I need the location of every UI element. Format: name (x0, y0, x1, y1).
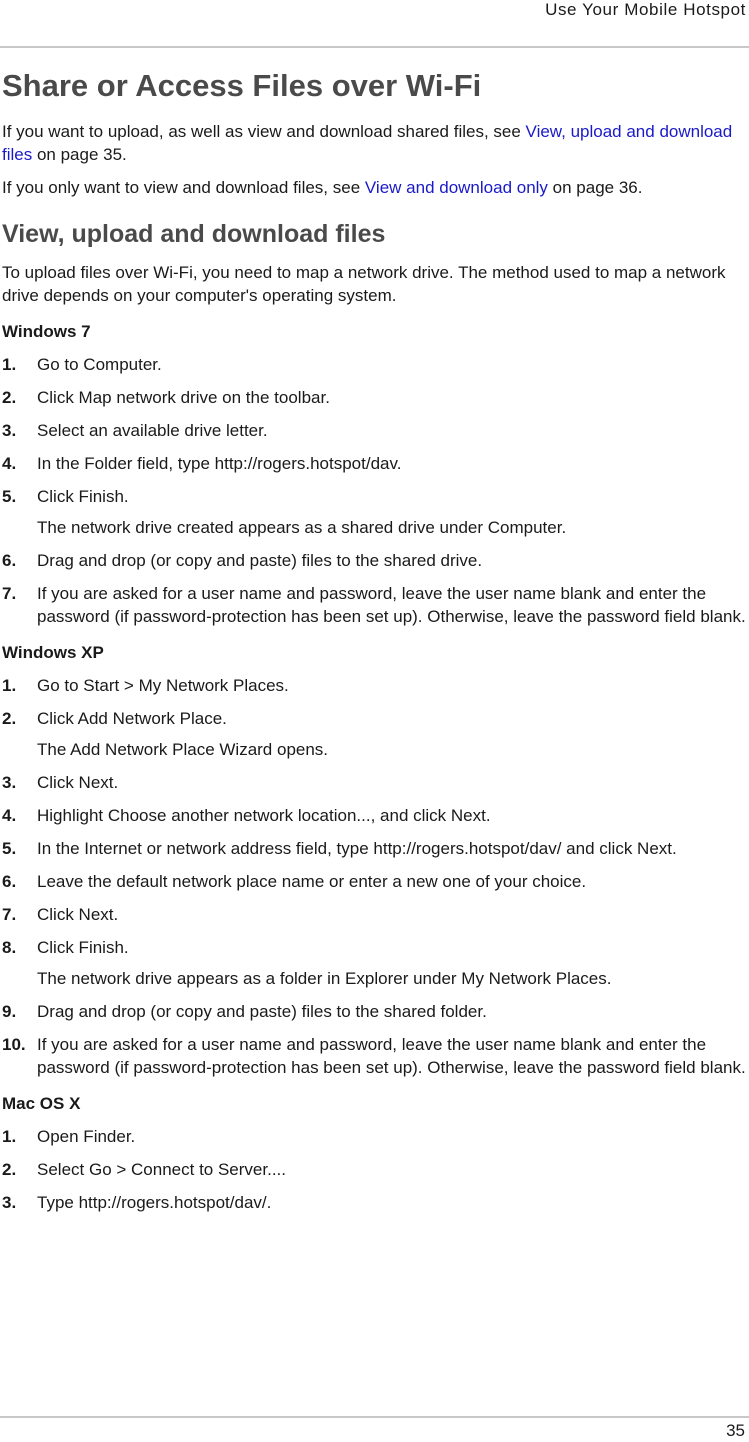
step-text: Leave the default network place name or enter a new one of your choice. (37, 871, 587, 891)
step-number: 4. (2, 453, 17, 473)
step-item (2, 1158, 747, 1181)
step-number: 3. (2, 420, 17, 440)
step-text: Click Next. (37, 904, 119, 924)
paragraph-text: on page 36. (547, 177, 643, 197)
upload-intro-paragraph (2, 120, 747, 166)
step-text: Click Map network drive on the toolbar. (37, 387, 330, 407)
step-number: 1. (2, 675, 17, 695)
step-number: 6. (2, 550, 17, 570)
step-text: Click Finish. (37, 486, 129, 506)
running-head: Use Your Mobile Hotspot (545, 0, 746, 19)
windows7-steps (2, 353, 747, 628)
step-number: 3. (2, 1192, 17, 1212)
step-item (2, 485, 747, 508)
step-note: The network drive appears as a folder in Explorer under My Network Places. (37, 968, 612, 988)
view-download-only-link[interactable]: View and download only (364, 177, 548, 197)
section-title: Share or Access Files over Wi-Fi (2, 68, 482, 103)
step-number: 6. (2, 871, 17, 891)
step-text: Highlight Choose another network location..., and click Next. (37, 805, 491, 825)
step-item (2, 419, 747, 442)
step-item (2, 936, 747, 959)
step-number: 2. (2, 387, 17, 407)
step-number: 4. (2, 805, 17, 825)
step-item (2, 707, 747, 730)
step-text: Go to Start > My Network Places. (37, 675, 289, 695)
step-item (2, 1191, 747, 1214)
windowsxp-steps (2, 674, 747, 1079)
step-item (2, 804, 747, 827)
step-item (2, 674, 747, 697)
step-number: 5. (2, 486, 17, 506)
macosx-heading: Mac OS X (2, 1093, 81, 1113)
step-item (2, 452, 747, 475)
step-text: If you are asked for a user name and password, leave the user name blank and enter the password (if password-protection has been set up). Otherwise, leave the password field blank. (37, 583, 746, 626)
paragraph-text: on page 35. (32, 144, 127, 164)
step-number: 8. (2, 937, 17, 957)
step-number: 7. (2, 904, 17, 924)
step-note: The Add Network Place Wizard opens. (37, 739, 329, 759)
step-number: 1. (2, 1126, 17, 1146)
step-item (2, 903, 747, 926)
step-number: 2. (2, 1159, 17, 1179)
step-item (2, 1125, 747, 1148)
step-text: Type http://rogers.hotspot/dav/. (37, 1192, 272, 1212)
step-text: Go to Computer. (37, 354, 162, 374)
step-text: Select Go > Connect to Server.... (37, 1159, 286, 1179)
step-text: Open Finder. (37, 1126, 136, 1146)
step-item (2, 386, 747, 409)
step-text: If you are asked for a user name and password, leave the user name blank and enter the password (if password-protection has been set up). Otherwise, leave the password field blank. (37, 1034, 746, 1077)
view-only-paragraph (2, 176, 747, 199)
paragraph-text: If you only want to view and download files, see (2, 177, 365, 197)
step-text: In the Internet or network address field, type http://rogers.hotspot/dav/ and click Next. (37, 838, 677, 858)
step-number: 3. (2, 772, 17, 792)
macosx-steps (2, 1125, 747, 1214)
subsection-title: View, upload and download files (2, 219, 386, 248)
step-number: 9. (2, 1001, 17, 1021)
step-item (2, 1033, 747, 1079)
paragraph-text: If you want to upload, as well as view and download shared files, see (2, 121, 526, 141)
windowsxp-heading: Windows XP (2, 642, 104, 662)
step-text: Drag and drop (or copy and paste) files to the shared drive. (37, 550, 483, 570)
page-content (2, 68, 747, 1224)
windows7-heading: Windows 7 (2, 321, 91, 341)
step-number: 10. (2, 1034, 26, 1054)
step-number: 5. (2, 838, 17, 858)
header-divider (0, 46, 749, 48)
step-number: 2. (2, 708, 17, 728)
step-number: 1. (2, 354, 17, 374)
subsection-intro: To upload files over Wi-Fi, you need to map a network drive. The method used to map a network drive depends on your computer's operating system. (2, 262, 726, 305)
page-number: 35 (726, 1421, 745, 1440)
step-item (2, 771, 747, 794)
step-item (2, 582, 747, 628)
step-item (2, 549, 747, 572)
step-text: Click Add Network Place. (37, 708, 227, 728)
view-upload-download-link[interactable]: View, upload and download files (2, 121, 733, 164)
step-text: Click Next. (37, 772, 119, 792)
step-item (2, 870, 747, 893)
step-text: Click Finish. (37, 937, 129, 957)
step-note: The network drive created appears as a shared drive under Computer. (37, 517, 567, 537)
step-text: In the Folder field, type http://rogers.hotspot/dav. (37, 453, 402, 473)
step-item (2, 1000, 747, 1023)
footer-divider (0, 1416, 749, 1418)
step-item (2, 353, 747, 376)
step-item (2, 837, 747, 860)
step-text: Drag and drop (or copy and paste) files to the shared folder. (37, 1001, 487, 1021)
step-text: Select an available drive letter. (37, 420, 268, 440)
step-number: 7. (2, 583, 17, 603)
